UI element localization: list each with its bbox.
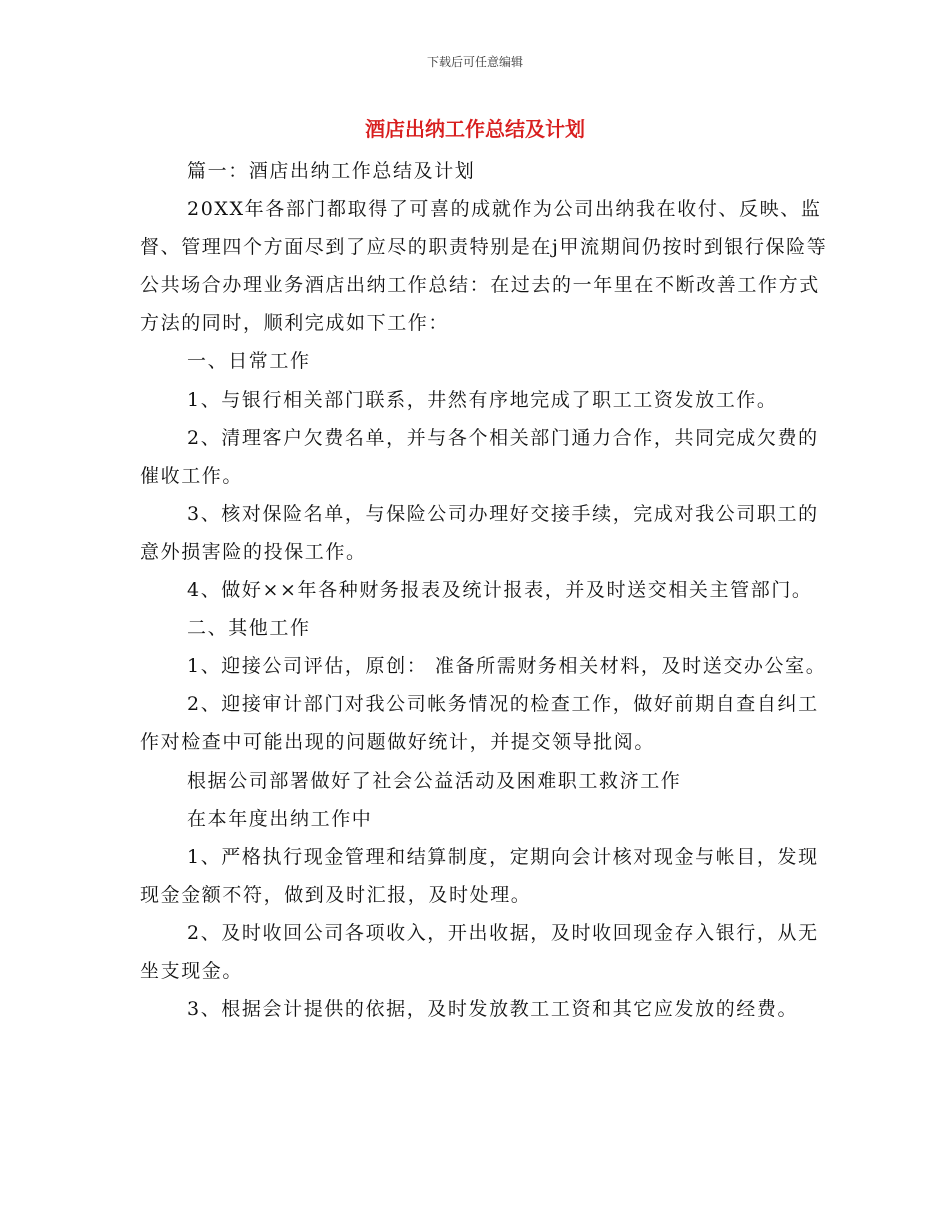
list-item: 2、清理客户欠费名单，并与各个相关部门通力合作，共同完成欠费的催收工作。 <box>140 426 819 487</box>
list-item: 3、根据会计提供的依据，及时发放教工工资和其它应发放的经费。 <box>187 998 799 1021</box>
body-paragraph: 根据公司部署做好了社会公益活动及困难职工救济工作 <box>187 769 682 792</box>
list-item: 1、严格执行现金管理和结算制度，定期向会计核对现金与帐目，发现现金金额不符，做到及时汇报，及时处理。 <box>140 845 819 906</box>
document-body <box>140 152 830 1028</box>
list-item: 1、与银行相关部门联系，井然有序地完成了职工工资发放工作。 <box>187 388 778 411</box>
list-item: 2、迎接审计部门对我公司帐务情况的检查工作，做好前期自查自纠工作对检查中可能出现的问题做好统计，并提交领导批阅。 <box>140 693 819 754</box>
list-item: 3、核对保险名单，与保险公司办理好交接手续，完成对我公司职工的意外损害险的投保工作。 <box>140 502 819 563</box>
list-item: 4、做好××年各种财务报表及统计报表，并及时送交相关主管部门。 <box>187 579 813 602</box>
document-title: 酒店出纳工作总结及计划 <box>365 117 585 141</box>
section-heading-other-work: 二、其他工作 <box>187 617 311 640</box>
list-item: 2、及时收回公司各项收入，开出收据，及时收回现金存入银行，从无坐支现金。 <box>140 921 819 982</box>
page-header-note: 下载后可任意编辑 <box>426 55 523 69</box>
list-item: 1、迎接公司评估，原创： 准备所需财务相关材料，及时送交办公室。 <box>187 655 827 678</box>
section-heading-daily-work: 一、日常工作 <box>187 350 311 373</box>
section-heading-chapter: 篇一：酒店出纳工作总结及计划 <box>187 160 476 182</box>
intro-paragraph: 20XX年各部门都取得了可喜的成就作为公司出纳我在收付、反映、监督、管理四个方面尽到了应尽的职责特别是在j甲流期间仍按时到银行保险等公共场合办理业务酒店出纳工作总结：在过去的一年里在不断改善工作方式方法的同时，顺利完成如下工作： <box>140 198 828 335</box>
body-paragraph: 在本年度出纳工作中 <box>187 807 373 830</box>
